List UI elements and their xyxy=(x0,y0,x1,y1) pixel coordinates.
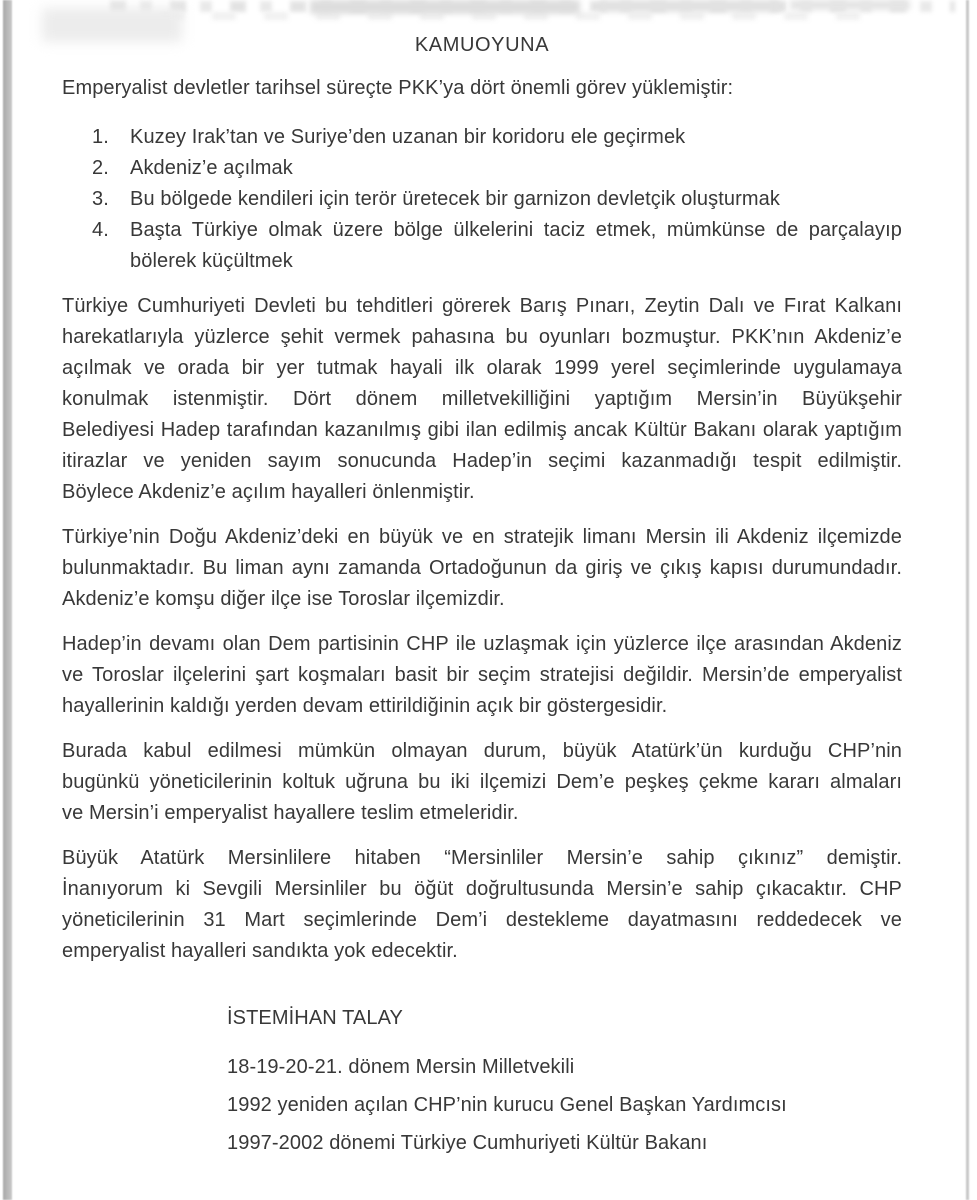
paragraph-line: İnanıyorum ki Sevgili Mersinliler bu öğüt doğrultusunda Mersin’e sahip çıkacaktır. CHP xyxy=(62,878,902,900)
task-line: Bu bölgede kendileri için terör üretecek bir garnizon devletçik oluşturmak xyxy=(130,188,780,210)
document-title: KAMUOYUNA xyxy=(414,34,550,56)
paragraph-line: bulunmaktadır. Bu liman aynı zamanda Ortadoğunun da giriş ve çıkış kapısı durumundadır. xyxy=(62,557,902,579)
task-line: bölerek küçültmek xyxy=(130,250,293,272)
task-item-3 xyxy=(92,184,902,215)
paragraph-line: Böylece Akdeniz’e açılım hayalleri önlenmiştir. xyxy=(62,481,475,503)
signature-title-3: 1997-2002 dönemi Türkiye Cumhuriyeti Kültür Bakanı xyxy=(227,1132,708,1154)
body-paragraph-3 xyxy=(62,629,902,722)
paragraph-line: bugünkü yöneticilerinin koltuk uğruna bu iki ilçemizi Dem’e peşkeş çekme kararı almaları xyxy=(62,771,902,793)
body-paragraph-5 xyxy=(62,843,902,967)
task-number: 4. xyxy=(92,219,109,241)
paragraph-line: Büyük Atatürk Mersinlilere hitaben “Mersinliler Mersin’e sahip çıkınız” demiştir. xyxy=(62,847,902,869)
intro-paragraph: Emperyalist devletler tarihsel süreçte PKK’ya dört önemli görev yüklemiştir: xyxy=(62,77,734,99)
task-list xyxy=(62,122,902,277)
signature-block xyxy=(227,1003,902,1162)
signature-title-1: 18-19-20-21. dönem Mersin Milletvekili xyxy=(227,1056,575,1078)
paragraph-line: Türkiye Cumhuriyeti Devleti bu tehditleri görerek Barış Pınarı, Zeytin Dalı ve Fırat Kalkanı xyxy=(62,295,902,317)
body-paragraph-1 xyxy=(62,291,902,508)
task-item-4 xyxy=(92,215,902,277)
task-number: 2. xyxy=(92,157,109,179)
task-number: 3. xyxy=(92,188,109,210)
paragraph-line: ve Mersin’i emperyalist hayallere teslim etmeleridir. xyxy=(62,802,519,824)
paragraph-line: ve Toroslar ilçelerini şart koşmaları basit bir seçim stratejisi değildir. Mersin’de emperyalist xyxy=(62,664,902,686)
paragraph-line: Türkiye’nin Doğu Akdeniz’deki en büyük ve en stratejik limanı Mersin ili Akdeniz ilçemizde xyxy=(62,526,902,548)
paragraph-line: Belediyesi Hadep tarafından kazanılmış gibi ilan edilmiş ancak Kültür Bakanı olarak yaptığım xyxy=(62,419,902,441)
paragraph-line: Akdeniz’e komşu diğer ilçe ise Toroslar ilçemizdir. xyxy=(62,588,505,610)
paragraph-line: Burada kabul edilmesi mümkün olmayan durum, büyük Atatürk’ün kurduğu CHP’nin xyxy=(62,740,902,762)
signature-name: İSTEMİHAN TALAY xyxy=(227,1007,403,1029)
body-paragraph-2 xyxy=(62,522,902,615)
paragraph-line: emperyalist hayalleri sandıkta yok edecektir. xyxy=(62,940,458,962)
paragraph-line: hayallerinin kaldığı yerden devam ettirildiğinin açık bir göstergesidir. xyxy=(62,695,668,717)
paragraph-line: harekatlarıyla yüzlerce şehit vermek pahasına bu oyunları bozmuştur. PKK’nın Akdeniz’e xyxy=(62,326,902,348)
paragraph-line: açılmak ve orada bir yer tutmak hayali ilk olarak 1999 yerel seçimlerinde uygulamaya xyxy=(62,357,902,379)
paragraph-line: yöneticilerinin 31 Mart seçimlerinde Dem’i destekleme dayatmasını reddedecek ve xyxy=(62,909,902,931)
task-item-1 xyxy=(92,122,902,153)
signature-title-2: 1992 yeniden açılan CHP’nin kurucu Genel Başkan Yardımcısı xyxy=(227,1094,787,1116)
task-item-2 xyxy=(92,153,902,184)
paragraph-line: Hadep’in devamı olan Dem partisinin CHP ile uzlaşmak için yüzlerce ilçe arasından Akdeniz xyxy=(62,633,902,655)
body-paragraph-4 xyxy=(62,736,902,829)
paragraph-line: konulmak istenmiştir. Dört dönem milletvekilliğini yaptığım Mersin’in Büyükşehir xyxy=(62,388,902,410)
task-number: 1. xyxy=(92,126,109,148)
paragraph-line: itirazlar ve yeniden sayım sonucunda Hadep’in seçimi kazanmadığı tespit edilmiştir. xyxy=(62,450,902,472)
task-line: Başta Türkiye olmak üzere bölge ülkelerini taciz etmek, mümkünse de parçalayıp xyxy=(130,219,902,241)
task-line: Akdeniz’e açılmak xyxy=(130,157,293,179)
task-line: Kuzey Irak’tan ve Suriye’den uzanan bir koridoru ele geçirmek xyxy=(130,126,686,148)
